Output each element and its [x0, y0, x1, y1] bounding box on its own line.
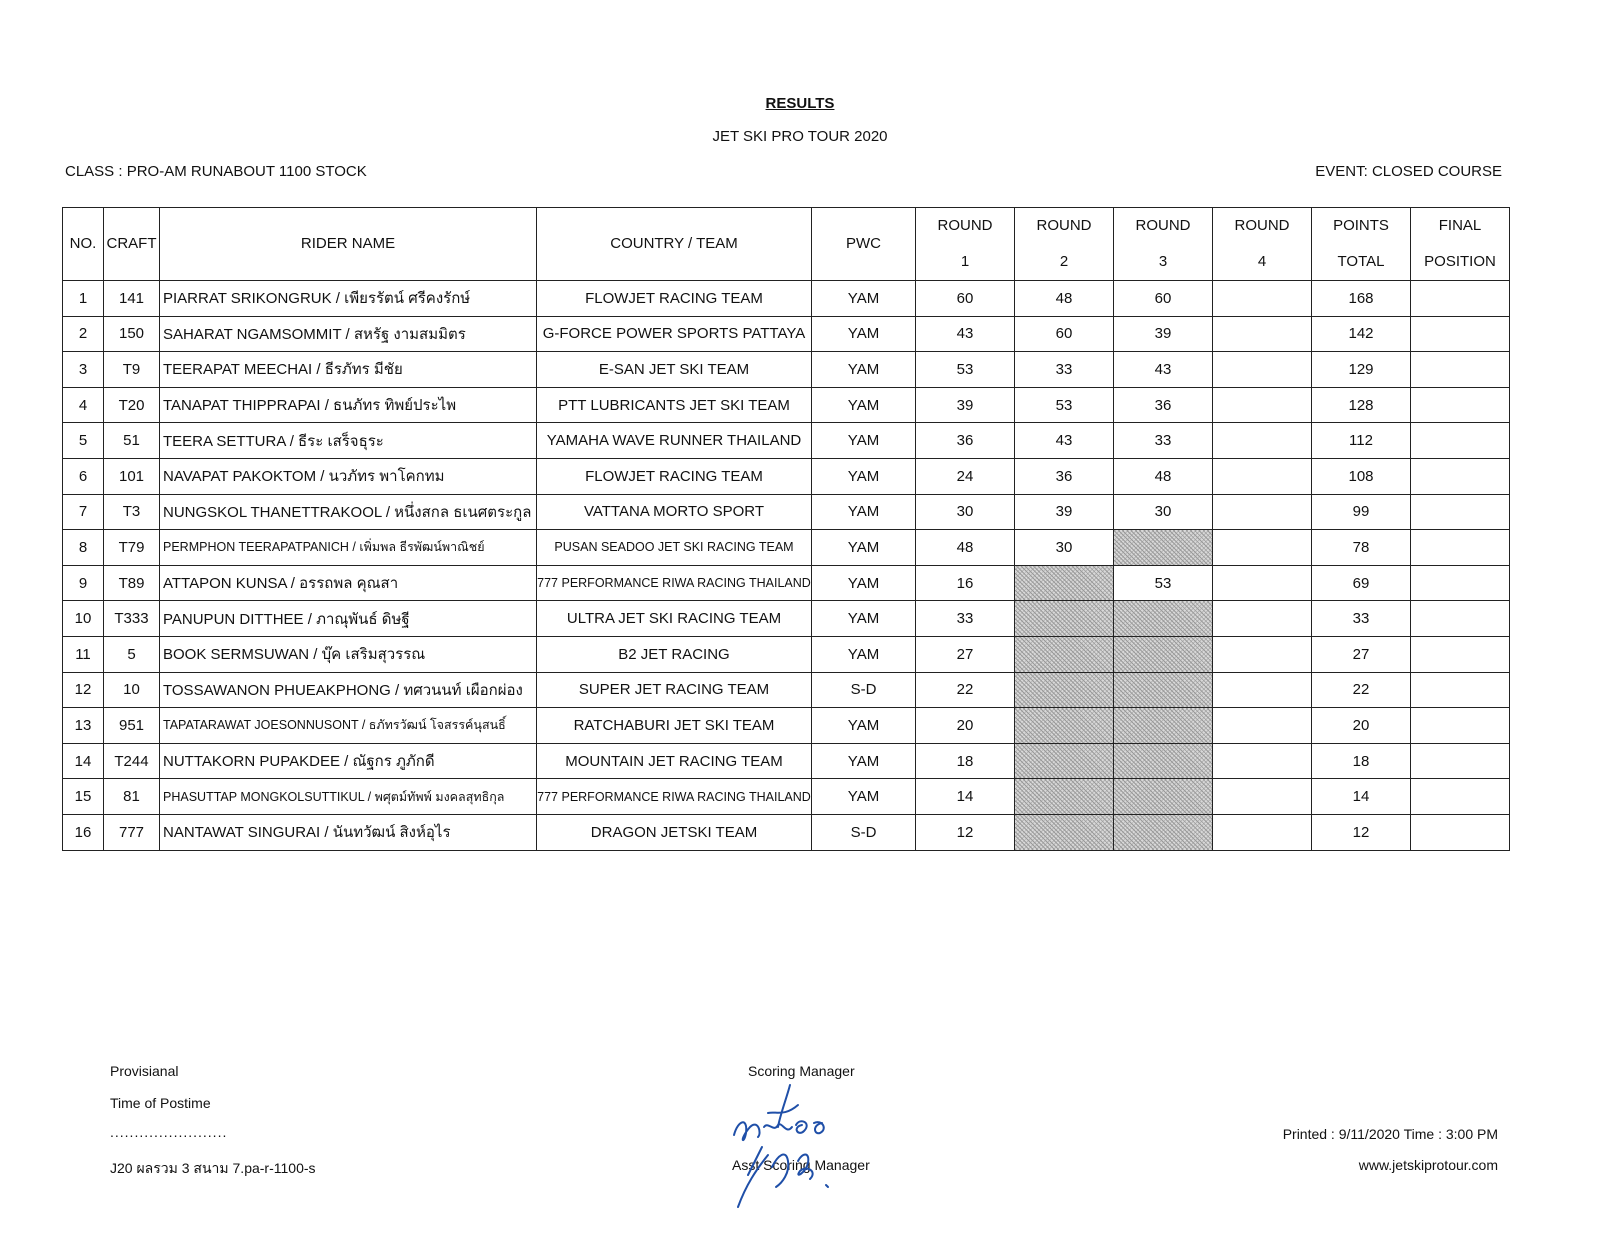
cell-round-2: 60: [1015, 316, 1114, 352]
cell-round-3: [1114, 743, 1213, 779]
cell-craft: T9: [104, 352, 160, 388]
cell-final-position: [1411, 387, 1510, 423]
cell-round-1: 30: [916, 494, 1015, 530]
cell-country-team: ULTRA JET SKI RACING TEAM: [537, 601, 812, 637]
cell-country-team: B2 JET RACING: [537, 636, 812, 672]
table-row: [63, 281, 1510, 317]
cell-round-1: 36: [916, 423, 1015, 459]
cell-no: 9: [63, 565, 104, 601]
cell-round-4: [1213, 387, 1312, 423]
cell-country-team: DRAGON JETSKI TEAM: [537, 814, 812, 850]
cell-round-3: 33: [1114, 423, 1213, 459]
cell-final-position: [1411, 814, 1510, 850]
table-row: [63, 494, 1510, 530]
cell-round-3: 53: [1114, 565, 1213, 601]
cell-points-total: 168: [1312, 281, 1411, 317]
cell-craft: T89: [104, 565, 160, 601]
cell-pwc: YAM: [812, 708, 916, 744]
cell-rider-name: NUNGSKOL THANETTRAKOOL / หนึ่งสกล ธเนศตระกูล: [160, 494, 537, 530]
header-points-total: [1312, 208, 1411, 281]
cell-points-total: 99: [1312, 494, 1411, 530]
cell-round-1: 24: [916, 458, 1015, 494]
website-url: www.jetskiprotour.com: [1358, 1157, 1498, 1173]
handwritten-signature: [728, 1075, 878, 1210]
header-round-4: [1213, 208, 1312, 281]
cell-pwc: YAM: [812, 281, 916, 317]
cell-pwc: YAM: [812, 743, 916, 779]
cell-points-total: 128: [1312, 387, 1411, 423]
header-pwc: PWC: [812, 208, 916, 281]
cell-round-1: 33: [916, 601, 1015, 637]
cell-round-3: 36: [1114, 387, 1213, 423]
header-rider-name: RIDER NAME: [160, 208, 537, 281]
cell-no: 14: [63, 743, 104, 779]
cell-rider-name: PHASUTTAP MONGKOLSUTTIKUL / พศุตม์ทัพพ์ มงคลสุทธิกุล: [160, 779, 537, 815]
cell-country-team: SUPER JET RACING TEAM: [537, 672, 812, 708]
cell-round-2: [1015, 565, 1114, 601]
cell-round-2: 30: [1015, 530, 1114, 566]
cell-round-4: [1213, 672, 1312, 708]
cell-points-total: 69: [1312, 565, 1411, 601]
cell-round-3: [1114, 779, 1213, 815]
cell-pwc: YAM: [812, 458, 916, 494]
cell-round-4: [1213, 779, 1312, 815]
cell-no: 1: [63, 281, 104, 317]
header-round-3: [1114, 208, 1213, 281]
header-country-team: COUNTRY / TEAM: [537, 208, 812, 281]
event-series-title: JET SKI PRO TOUR 2020: [712, 128, 888, 145]
table-row: [63, 743, 1510, 779]
cell-final-position: [1411, 281, 1510, 317]
cell-round-2: [1015, 743, 1114, 779]
header-round-label: ROUND: [1036, 217, 1092, 234]
cell-round-3: [1114, 672, 1213, 708]
cell-craft: 951: [104, 708, 160, 744]
table-row: [63, 636, 1510, 672]
cell-country-team: FLOWJET RACING TEAM: [537, 458, 812, 494]
cell-round-1: 39: [916, 387, 1015, 423]
cell-pwc: YAM: [812, 316, 916, 352]
cell-no: 12: [63, 672, 104, 708]
cell-round-3: [1114, 636, 1213, 672]
cell-pwc: YAM: [812, 601, 916, 637]
cell-round-4: [1213, 458, 1312, 494]
cell-no: 11: [63, 636, 104, 672]
cell-points-total: 108: [1312, 458, 1411, 494]
cell-round-4: [1213, 352, 1312, 388]
cell-rider-name: ATTAPON KUNSA / อรรถพล คุณสา: [160, 565, 537, 601]
cell-round-3: [1114, 708, 1213, 744]
cell-country-team: 777 PERFORMANCE RIWA RACING THAILAND: [537, 565, 812, 601]
cell-final-position: [1411, 565, 1510, 601]
table-row: [63, 352, 1510, 388]
cell-final-position: [1411, 494, 1510, 530]
cell-points-total: 112: [1312, 423, 1411, 459]
cell-round-3: [1114, 530, 1213, 566]
cell-no: 13: [63, 708, 104, 744]
postime-blank: ........................: [110, 1124, 228, 1140]
cell-round-2: 33: [1015, 352, 1114, 388]
cell-country-team: MOUNTAIN JET RACING TEAM: [537, 743, 812, 779]
cell-round-4: [1213, 423, 1312, 459]
cell-craft: T79: [104, 530, 160, 566]
cell-rider-name: TANAPAT THIPPRAPAI / ธนภัทร ทิพย์ประไพ: [160, 387, 537, 423]
header-final-label: FINAL: [1438, 217, 1482, 234]
cell-round-3: 43: [1114, 352, 1213, 388]
cell-rider-name: TEERAPAT MEECHAI / ธีรภัทร มีชัย: [160, 352, 537, 388]
header-round-2: [1015, 208, 1114, 281]
cell-final-position: [1411, 636, 1510, 672]
cell-pwc: YAM: [812, 530, 916, 566]
cell-round-2: [1015, 672, 1114, 708]
cell-round-1: 16: [916, 565, 1015, 601]
cell-round-3: 60: [1114, 281, 1213, 317]
header-round-number: 2: [1059, 253, 1069, 270]
cell-round-2: 36: [1015, 458, 1114, 494]
cell-rider-name: PERMPHON TEERAPATPANICH / เพิ่มพล ธีรพัฒน์พาณิชย์: [160, 530, 537, 566]
cell-craft: 51: [104, 423, 160, 459]
cell-round-4: [1213, 494, 1312, 530]
cell-pwc: YAM: [812, 352, 916, 388]
cell-points-total: 142: [1312, 316, 1411, 352]
cell-country-team: 777 PERFORMANCE RIWA RACING THAILAND: [537, 779, 812, 815]
cell-round-4: [1213, 316, 1312, 352]
header-row: [63, 208, 1510, 281]
cell-final-position: [1411, 672, 1510, 708]
cell-round-1: 18: [916, 743, 1015, 779]
page-title: RESULTS: [765, 95, 835, 112]
cell-points-total: 12: [1312, 814, 1411, 850]
cell-final-position: [1411, 423, 1510, 459]
table-row: [63, 672, 1510, 708]
cell-pwc: YAM: [812, 494, 916, 530]
cell-round-4: [1213, 601, 1312, 637]
cell-rider-name: TEERA SETTURA / ธีระ เสร็จธุระ: [160, 423, 537, 459]
cell-country-team: FLOWJET RACING TEAM: [537, 281, 812, 317]
cell-round-2: [1015, 814, 1114, 850]
cell-final-position: [1411, 601, 1510, 637]
cell-points-total: 78: [1312, 530, 1411, 566]
cell-rider-name: SAHARAT NGAMSOMMIT / สหรัฐ งามสมมิตร: [160, 316, 537, 352]
cell-country-team: PTT LUBRICANTS JET SKI TEAM: [537, 387, 812, 423]
header-no: NO.: [63, 208, 104, 281]
cell-craft: 5: [104, 636, 160, 672]
table-row: [63, 601, 1510, 637]
cell-round-2: [1015, 601, 1114, 637]
cell-round-4: [1213, 743, 1312, 779]
cell-round-2: 48: [1015, 281, 1114, 317]
table-row: [63, 316, 1510, 352]
cell-round-2: 43: [1015, 423, 1114, 459]
cell-rider-name: NANTAWAT SINGURAI / นันทวัฒน์ สิงห์อุไร: [160, 814, 537, 850]
header-points-label: POINTS: [1333, 217, 1389, 234]
cell-final-position: [1411, 458, 1510, 494]
cell-round-4: [1213, 814, 1312, 850]
cell-points-total: 33: [1312, 601, 1411, 637]
cell-no: 5: [63, 423, 104, 459]
cell-rider-name: TAPATARAWAT JOESONNUSONT / ธภัทรวัฒน์ โจสรรค์นุสนธิ์: [160, 708, 537, 744]
cell-craft: T333: [104, 601, 160, 637]
cell-no: 10: [63, 601, 104, 637]
cell-round-1: 12: [916, 814, 1015, 850]
cell-points-total: 20: [1312, 708, 1411, 744]
cell-craft: T20: [104, 387, 160, 423]
event-label: EVENT: CLOSED COURSE: [1315, 163, 1502, 180]
provisional-label: Provisianal: [110, 1063, 179, 1079]
cell-country-team: G-FORCE POWER SPORTS PATTAYA: [537, 316, 812, 352]
cell-round-3: [1114, 814, 1213, 850]
header-craft: CRAFT: [104, 208, 160, 281]
cell-round-3: 48: [1114, 458, 1213, 494]
cell-pwc: S-D: [812, 672, 916, 708]
cell-final-position: [1411, 743, 1510, 779]
cell-craft: 10: [104, 672, 160, 708]
cell-round-4: [1213, 636, 1312, 672]
asst-scoring-manager-label: Asst Scoring Manager: [732, 1157, 870, 1173]
cell-round-1: 22: [916, 672, 1015, 708]
cell-round-1: 53: [916, 352, 1015, 388]
cell-round-2: 53: [1015, 387, 1114, 423]
cell-craft: T3: [104, 494, 160, 530]
cell-round-4: [1213, 281, 1312, 317]
cell-final-position: [1411, 352, 1510, 388]
header-round-number: 1: [960, 253, 970, 270]
cell-round-2: [1015, 779, 1114, 815]
table-row: [63, 779, 1510, 815]
cell-no: 3: [63, 352, 104, 388]
class-label: CLASS : PRO-AM RUNABOUT 1100 STOCK: [65, 163, 367, 180]
cell-rider-name: PANUPUN DITTHEE / ภาณุพันธ์ ดิษฐี: [160, 601, 537, 637]
cell-pwc: S-D: [812, 814, 916, 850]
cell-no: 7: [63, 494, 104, 530]
header-total-label: TOTAL: [1337, 253, 1385, 270]
cell-points-total: 27: [1312, 636, 1411, 672]
cell-round-3: [1114, 601, 1213, 637]
header-round-label: ROUND: [1135, 217, 1191, 234]
cell-points-total: 14: [1312, 779, 1411, 815]
header-round-label: ROUND: [1234, 217, 1290, 234]
cell-no: 16: [63, 814, 104, 850]
cell-round-2: [1015, 636, 1114, 672]
table-row: [63, 565, 1510, 601]
cell-country-team: VATTANA MORTO SPORT: [537, 494, 812, 530]
cell-round-4: [1213, 565, 1312, 601]
cell-country-team: RATCHABURI JET SKI TEAM: [537, 708, 812, 744]
cell-round-1: 60: [916, 281, 1015, 317]
printed-timestamp: Printed : 9/11/2020 Time : 3:00 PM: [1282, 1126, 1498, 1142]
cell-pwc: YAM: [812, 779, 916, 815]
cell-craft: T244: [104, 743, 160, 779]
cell-no: 6: [63, 458, 104, 494]
cell-no: 4: [63, 387, 104, 423]
cell-round-1: 14: [916, 779, 1015, 815]
table-row: [63, 530, 1510, 566]
cell-craft: 81: [104, 779, 160, 815]
cell-pwc: YAM: [812, 423, 916, 459]
cell-round-3: 39: [1114, 316, 1213, 352]
cell-final-position: [1411, 316, 1510, 352]
cell-no: 15: [63, 779, 104, 815]
cell-round-3: 30: [1114, 494, 1213, 530]
cell-pwc: YAM: [812, 387, 916, 423]
cell-craft: 777: [104, 814, 160, 850]
cell-final-position: [1411, 779, 1510, 815]
header-round-label: ROUND: [937, 217, 993, 234]
cell-round-1: 20: [916, 708, 1015, 744]
cell-round-1: 27: [916, 636, 1015, 672]
cell-no: 8: [63, 530, 104, 566]
header-final-position: [1411, 208, 1510, 281]
cell-points-total: 18: [1312, 743, 1411, 779]
table-row: [63, 458, 1510, 494]
cell-final-position: [1411, 708, 1510, 744]
header-round-1: [916, 208, 1015, 281]
cell-rider-name: PIARRAT SRIKONGRUK / เพียรรัตน์ ศรีคงรักษ์: [160, 281, 537, 317]
cell-pwc: YAM: [812, 565, 916, 601]
header-round-number: 3: [1158, 253, 1168, 270]
cell-pwc: YAM: [812, 636, 916, 672]
results-body: [63, 281, 1510, 851]
scoring-manager-label: Scoring Manager: [748, 1063, 855, 1079]
cell-round-4: [1213, 530, 1312, 566]
cell-rider-name: BOOK SERMSUWAN / บุ๊ค เสริมสุวรรณ: [160, 636, 537, 672]
cell-round-4: [1213, 708, 1312, 744]
cell-no: 2: [63, 316, 104, 352]
cell-rider-name: TOSSAWANON PHUEAKPHONG / ทศวนนท์ เผือกผ่อง: [160, 672, 537, 708]
cell-round-1: 43: [916, 316, 1015, 352]
cell-craft: 150: [104, 316, 160, 352]
cell-round-2: [1015, 708, 1114, 744]
cell-craft: 101: [104, 458, 160, 494]
header-round-number: 4: [1257, 253, 1267, 270]
table-row: [63, 423, 1510, 459]
results-table: [62, 207, 1510, 851]
cell-country-team: E-SAN JET SKI TEAM: [537, 352, 812, 388]
cell-country-team: PUSAN SEADOO JET SKI RACING TEAM: [537, 530, 812, 566]
cell-round-2: 39: [1015, 494, 1114, 530]
header-position-label: POSITION: [1424, 253, 1496, 270]
cell-rider-name: NAVAPAT PAKOKTOM / นวภัทร พาโคกทม: [160, 458, 537, 494]
postime-label: Time of Postime: [110, 1095, 211, 1111]
table-row: [63, 814, 1510, 850]
table-row: [63, 708, 1510, 744]
table-row: [63, 387, 1510, 423]
cell-rider-name: NUTTAKORN PUPAKDEE / ณัฐกร ภูภักดี: [160, 743, 537, 779]
cell-round-1: 48: [916, 530, 1015, 566]
cell-craft: 141: [104, 281, 160, 317]
file-reference: J20 ผลรวม 3 สนาม 7.pa-r-1100-s: [110, 1160, 316, 1176]
cell-final-position: [1411, 530, 1510, 566]
cell-country-team: YAMAHA WAVE RUNNER THAILAND: [537, 423, 812, 459]
cell-points-total: 129: [1312, 352, 1411, 388]
cell-points-total: 22: [1312, 672, 1411, 708]
